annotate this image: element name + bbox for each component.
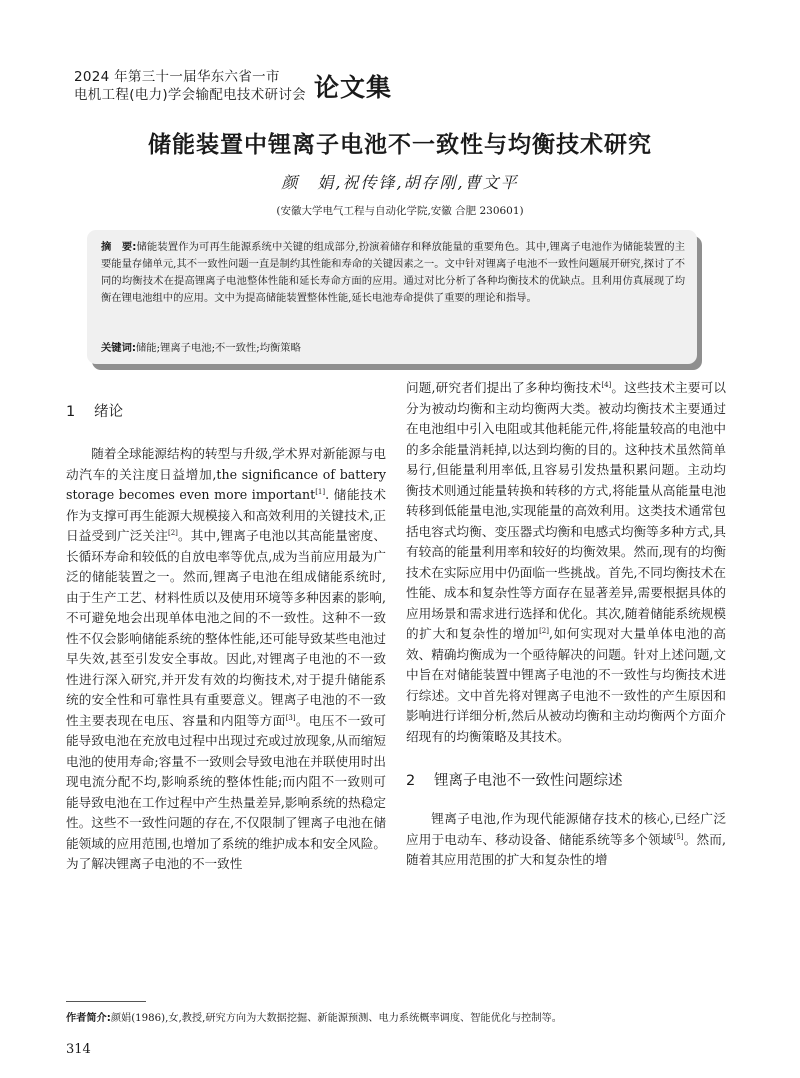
abstract — [101, 239, 685, 307]
body-text: 随着全球能源结构的转型与升级,学术界对新能源与电动汽车的关注度日益增加,the significance of battery storage becomes even more important — [66, 446, 386, 502]
citation: [2] — [167, 528, 178, 537]
body-text: ,如何实现对大量单体电池的高效、精确均衡成为一个亟待解决的问题。针对上述问题,文中旨在对储能装置中锂离子电池的不一致性与均衡技术进行综述。文中首先将对锂离子电池不一致性的产生原因和影响进行详细分析,然后从被动均衡和主动均衡两个方面介绍现有的均衡策略及其技术。 — [406, 626, 726, 744]
abstract-text: 储能装置作为可再生能源系统中关键的组成部分,扮演着储存和释放能量的重要角色。其中,锂离子电池作为储能装置的主要能量存储单元,其不一致性问题一直是制约其性能和寿命的关键因素之一。文中针对锂离子电池不一致性问题展开研究,探讨了不同的均衡技术在提高锂离子电池整体性能和延长寿命方面的应用。通过对比分析了各种均衡技术的优缺点。且利用仿真展现了均衡在锂电池组中的应用。文中为提高储能装置整体性能,延长电池寿命提供了重要的理论和指导。 — [101, 241, 686, 304]
keywords — [101, 340, 685, 356]
abstract-label: 摘 要: — [101, 241, 137, 253]
proceedings-badge: 论文集 — [313, 73, 392, 102]
paper-authors: 颜 娟,祝传锋,胡存刚,曹文平 — [281, 173, 519, 192]
footnote-label: 作者简介: — [66, 1013, 111, 1024]
section-1-number: 1 — [66, 404, 76, 420]
paper-affiliation: (安徽大学电气工程与自动化学院,安徽 合肥 230601) — [276, 205, 524, 217]
citation: [5] — [673, 832, 684, 841]
body-text: . 储能技术作为支撑可再生能源大规模接入和高效利用的关键技术,正日益受到广泛关注 — [66, 487, 386, 543]
citation: [1] — [315, 487, 326, 496]
section-1-title: 绪论 — [94, 404, 123, 420]
body-text: 。电压不一致可能导致电池在充放电过程中出现过充或过放现象,从而缩短电池的使用寿命;容量不一致则会导致电池在并联使用时出现电流分配不均,影响系统的整体性能;而内阻不一致则可能导致电池在工作过程中产生热量差异,影响系统的热稳定性。这些不一致性问题的存在,不仅限制了锂离子电池在储能领域的应用范围,也增加了系统的维护成本和安全风险。为了解决锂离子电池的不一致性 — [66, 712, 387, 871]
body-text: 。这些技术主要可以分为被动均衡和主动均衡两大类。被动均衡技术主要通过在电池组中引入电阻或其他耗能元件,将能量较高的电池中的多余能量消耗掉,以达到均衡的目的。这种技术虽然简单易行,但能量利用率低,且容易引发热量积累问题。主动均衡技术则通过能量转换和转移的方式,将能量从高能量电池转移到低能量电池,实现能量的高效利用。这类技术通常包括电容式均衡、变压器式均衡和电感式均衡等多种方式,具有较高的能量利用率和较好的均衡效果。然而,现有的均衡技术在实际应用中仍面临一些挑战。首先,不同均衡技术在性能、成本和复杂性等方面存在显著差异,需要根据具体的应用场景和需求进行选择和优化。其次,随着储能系统规模的扩大和复杂性的增加 — [406, 380, 726, 641]
abstract-box — [87, 230, 697, 364]
section-1-paragraph-1 — [66, 444, 386, 875]
body-text: 。其中,锂离子电池以其高能量密度、长循环寿命和较低的自放电率等优点,成为当前应用最为广泛的储能装置之一。然而,锂离子电池在组成储能系统时,由于生产工艺、材料性质以及使用环境等多种因素的影响,不可避免地会出现单体电池之间的不一致性。这种不一致性不仅会影响储能系统的整体性能,还可能导致某些电池过早失效,甚至引发安全事故。因此,对锂离子电池的不一致性进行深入研究,并开发有效的均衡技术,对于提升储能系统的安全性和可靠性具有重要意义。锂离子电池的不一致性主要表现在电压、容量和内阻等方面 — [66, 528, 387, 728]
section-1-heading — [66, 402, 386, 422]
section-2-number: 2 — [406, 773, 416, 789]
conference-name — [74, 68, 306, 104]
citation: [2] — [539, 626, 549, 635]
section-1-paragraph-1-continued — [406, 378, 726, 747]
section-2-paragraph-1 — [406, 809, 726, 871]
paper-title: 储能装置中锂离子电池不一致性与均衡技术研究 — [148, 132, 652, 158]
conference-line-1: 2024 年第三十一届华东六省一市 — [74, 69, 280, 85]
author-footnote — [66, 1009, 746, 1024]
citation: [4] — [601, 380, 612, 389]
section-2-heading — [406, 771, 726, 791]
keywords-text: 储能;锂离子电池;不一致性;均衡策略 — [136, 342, 301, 354]
left-column — [66, 378, 386, 875]
citation: [3] — [285, 713, 296, 722]
page-number: 314 — [66, 1042, 91, 1057]
body-text: 。然而,随着其应用范围的扩大和复杂性的增 — [406, 831, 726, 867]
body-text: 锂离子电池,作为现代能源储存技术的核心,已经广泛应用于电动车、移动设备、储能系统等多个领域 — [406, 811, 726, 847]
keywords-label: 关键词: — [101, 342, 137, 354]
footnote-text: 颜娟(1986),女,教授,研究方向为大数据挖掘、新能源预测、电力系统概率调度、智能优化与控制等。 — [110, 1013, 562, 1024]
body-text: 问题,研究者们提出了多种均衡技术 — [406, 380, 602, 395]
conference-line-2: 电机工程(电力)学会输配电技术研讨会 — [74, 87, 306, 103]
footnote-rule — [66, 1001, 146, 1002]
section-2-title: 锂离子电池不一致性问题综述 — [434, 773, 623, 789]
conference-header — [74, 68, 392, 104]
right-column — [406, 378, 726, 871]
